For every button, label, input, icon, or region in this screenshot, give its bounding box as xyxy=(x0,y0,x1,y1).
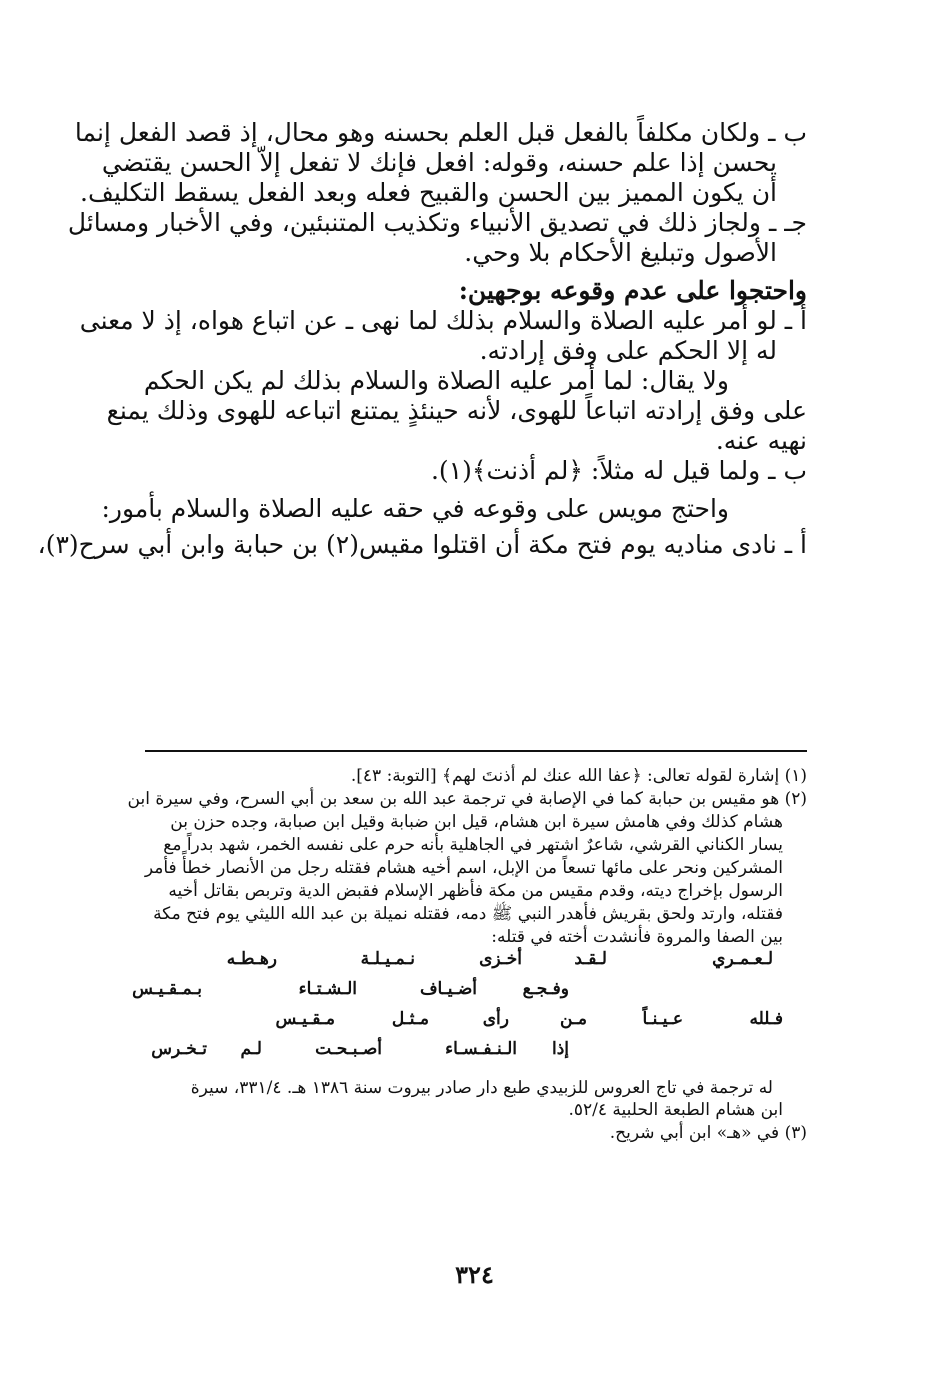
text-line: له إلا الحكم على وفق إرادته. xyxy=(479,336,777,365)
text-line: أ ـ لو أمر عليه الصلاة والسلام بذلك لما نهى ـ عن اتباع هواه، إذ لا معنى xyxy=(79,306,807,335)
text-line: أن يكون المميز بين الحسن والقبيح فعله وبعد الفعل يسقط التكليف. xyxy=(80,178,777,207)
verse-word: لـعـمـري xyxy=(712,948,773,969)
text-line: الأصول وتبليغ الأحكام بلا وحي. xyxy=(464,238,777,267)
verse-word: بـمـقـيـس xyxy=(132,978,202,999)
footnotes xyxy=(119,765,807,1145)
text-line: ولا يقال: لما أمر عليه الصلاة والسلام بذلك لم يكن الحكم xyxy=(143,366,729,395)
footnote-line: ابن هشام الطبعة الحلبية ٥٢/٤. xyxy=(568,1100,783,1121)
footnote-line: هشام كذلك وفي هامش سيرة ابن هشام، قيل ابن ضبابة وقيل ابن صبابة، وجده حزن بن xyxy=(170,811,783,832)
verse-line xyxy=(119,979,807,1009)
footnote-line: يسار الكناني القرشي، شاعرٌ اشتهر في الجاهلية بأنه حرم على نفسه الخمر، شهد بدراً مع xyxy=(163,834,783,855)
verse-word: تـخـرس xyxy=(151,1038,207,1059)
verse-word: رهـطـه xyxy=(226,948,277,969)
text-line: ب ـ ولما قيل له مثلاً: ﴿لم أذنت﴾(١). xyxy=(430,456,807,485)
footnote-line: المشركين ونحر على مائها تسعاً من الإبل، اسم أخيه هشام فقتله رجل من الأنصار خطأً فأمر xyxy=(144,857,783,878)
verse-line xyxy=(119,1039,807,1069)
text-line: ب ـ ولكان مكلفاً بالفعل قبل العلم بحسنه وهو محال، إذ قصد الفعل إنما xyxy=(74,118,807,147)
footnote-line: الرسول بإخراج ديته، وقدم مقيس من مكة فأظهر الإسلام فقبض الدية وتربص بقاتل أخيه xyxy=(168,880,783,901)
verse-line xyxy=(119,949,807,979)
text-line: على وفق إرادته اتباعاً للهوى، لأنه حينئذٍ يمتنع اتباعه للهوى وذلك يمنع xyxy=(106,396,807,425)
footnote-separator xyxy=(145,750,807,752)
verse-word: أخـزى xyxy=(479,948,522,969)
footnote-1: (١) إشارة لقوله تعالى: ﴿عفا الله عنك لم أذنتَ لهم﴾ [التوبة: ٤٣]. xyxy=(350,766,807,786)
verse-word: أضـيـاف xyxy=(419,978,477,999)
verse-word: مـقـيـس xyxy=(275,1008,335,1029)
verse-word: عـيـنـاً xyxy=(642,1008,683,1029)
footnote-line: له ترجمة في تاج العروس للزبيدي طبع دار صادر بيروت سنة ١٣٨٦ هـ. ٣٣١/٤، سيرة xyxy=(190,1077,773,1098)
text-line: جـ ـ ولجاز ذلك في تصديق الأنبياء وتكذيب المتنبئين، وفي الأخبار ومسائل xyxy=(67,208,807,237)
verse-word: فـلله xyxy=(749,1008,783,1029)
text-line: نهيه عنه. xyxy=(715,426,807,455)
verse-word: الـشـتـاء xyxy=(298,978,357,999)
verse-line xyxy=(119,1009,807,1039)
footnote-line: فقتله، وارتد ولحق بقريش فأهدر النبي ﷺ دمه، فقتله نميلة بن عبد الله الليثي يوم فتح مكة xyxy=(153,903,783,924)
verse-word: مـن xyxy=(559,1008,587,1029)
text-line: يحسن إذا علم حسنه، وقوله: افعل فإنك لا تفعل إلاّ الحسن يقتضي xyxy=(101,148,777,177)
page-number: ٣٢٤ xyxy=(455,1260,494,1289)
verse-word: الـنـفـسـاء xyxy=(445,1038,517,1059)
verse-word: لـم xyxy=(240,1038,262,1059)
verse-word: رأى xyxy=(482,1008,509,1029)
verse-word: لـقـد xyxy=(574,948,607,969)
main-text xyxy=(37,118,807,560)
footnote-3: (٣) في «هـ» ابن أبي شريح. xyxy=(609,1123,807,1144)
verse-word: وفـجـع xyxy=(522,978,569,999)
verse-word: نـمـيـلـة xyxy=(360,948,415,969)
verse-word: أصـبـحـت xyxy=(315,1038,382,1059)
footnote-line: بين الصفا والمروة فأنشدت أخته في قتله: xyxy=(491,926,783,947)
footnote-2: (٢) هو مقيس بن حبابة كما في الإصابة في ترجمة عبد الله بن سعد بن أبي السرح، وفي سيرة ابن xyxy=(127,788,807,809)
verse-word: مـثـل xyxy=(391,1008,429,1029)
section-heading: واحتجوا على عدم وقوعه بوجهين: xyxy=(458,276,807,305)
text-line: واحتج مويس على وقوعه في حقه عليه الصلاة والسلام بأمور: xyxy=(101,494,729,523)
verse-word: إذا xyxy=(551,1038,569,1059)
text-line: أ ـ نادى مناديه يوم فتح مكة أن اقتلوا مقيس(٢) بن حبابة وابن أبي سرح(٣)، xyxy=(37,530,807,559)
